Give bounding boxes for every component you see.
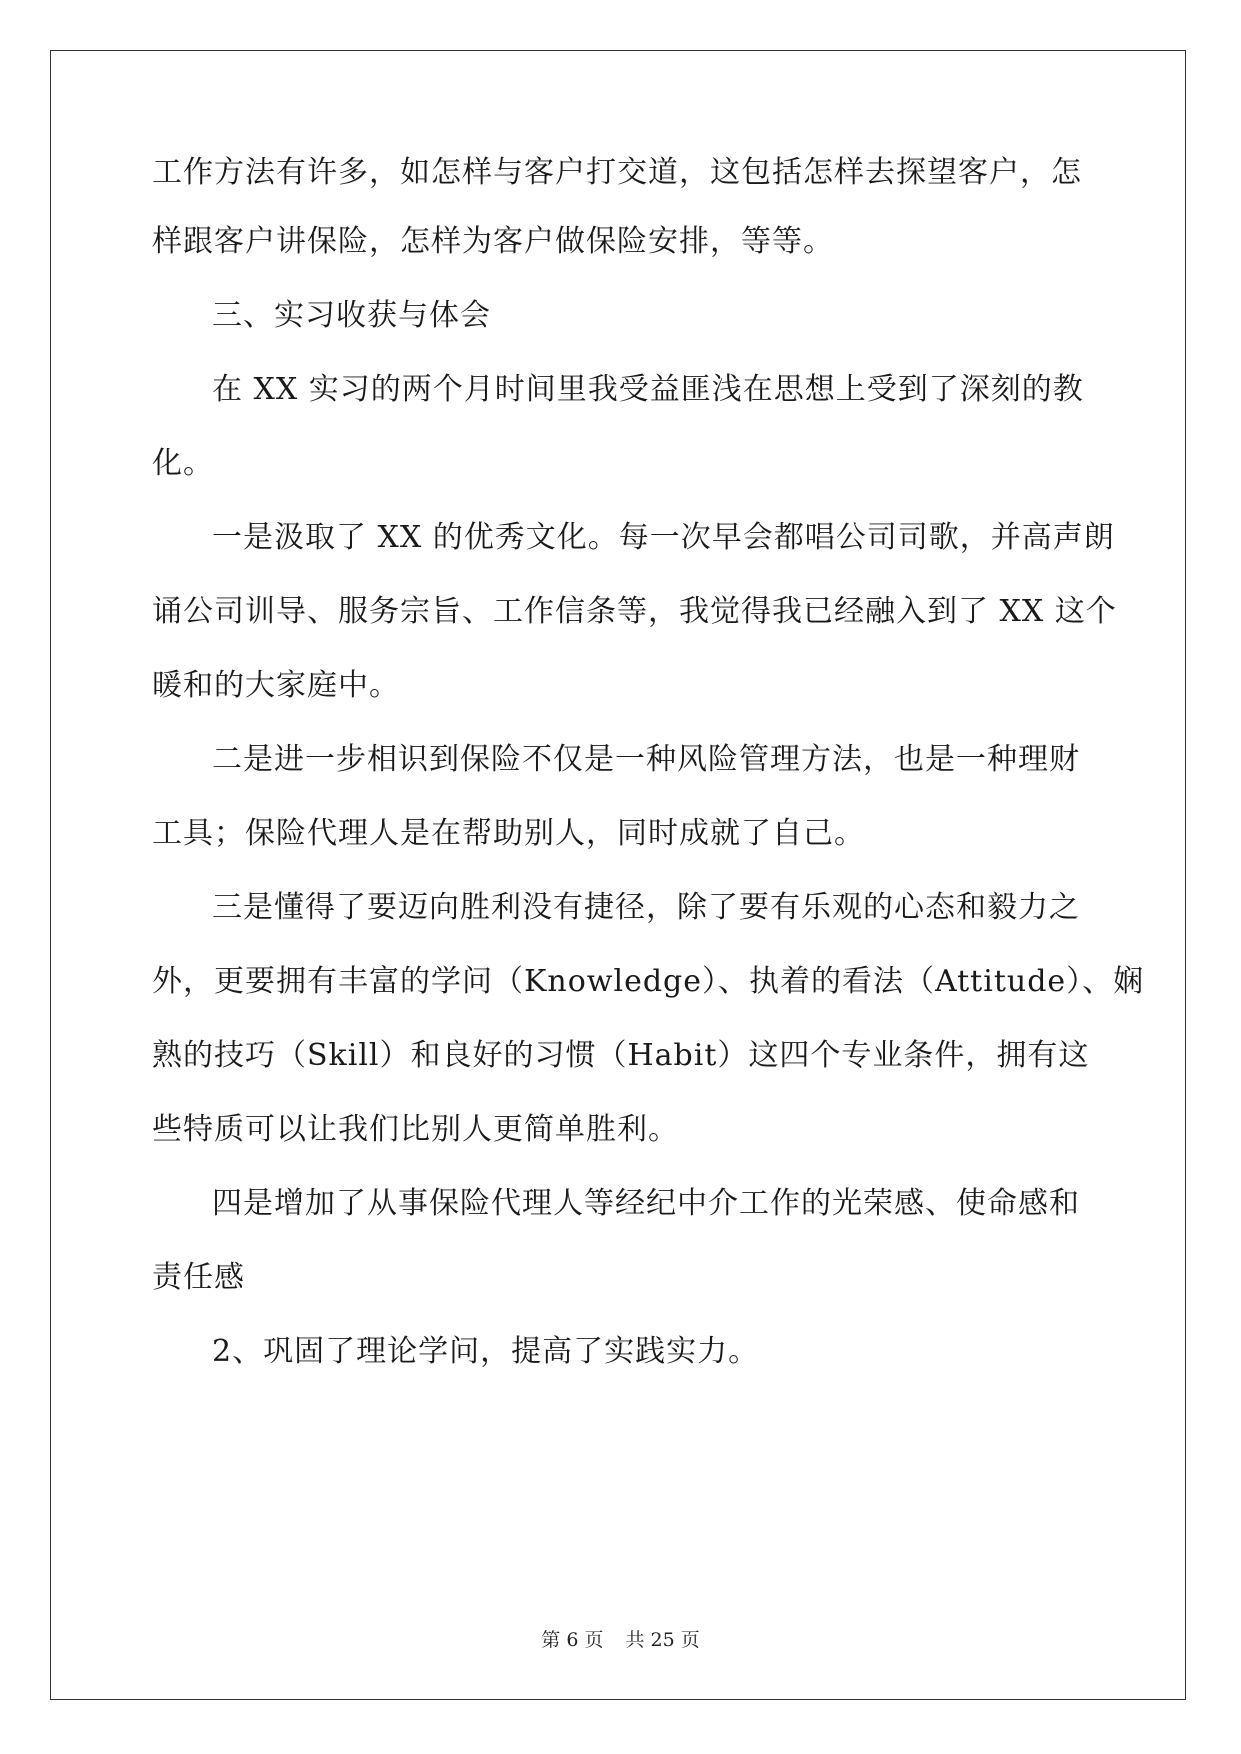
paragraph-line: 样跟客户讲保险，怎样为客户做保险安排，等等。	[152, 224, 834, 259]
paragraph-line: 二是进一步相识到保险不仅是一种风险管理方法，也是一种理财	[212, 742, 1080, 777]
paragraph-line: 一是汲取了 XX 的优秀文化。每一次早会都唱公司司歌，并高声朗	[212, 520, 1115, 555]
paragraph-line: 责任感	[152, 1260, 245, 1295]
paragraph-line: 工作方法有许多，如怎样与客户打交道，这包括怎样去探望客户，怎	[152, 155, 1082, 190]
paragraph-line: 2、巩固了理论学问，提高了实践实力。	[212, 1334, 760, 1369]
page-number-total: 共 25 页	[625, 1629, 700, 1651]
paragraph-line: 三是懂得了要迈向胜利没有捷径，除了要有乐观的心态和毅力之	[212, 890, 1080, 925]
paragraph-line: 诵公司训导、服务宗旨、工作信条等，我觉得我已经融入到了 XX 这个	[152, 594, 1117, 629]
page-number-current: 第 6 页	[541, 1629, 604, 1651]
paragraph-line: 外，更要拥有丰富的学问（Knowledge）、执着的看法（Attitude）、娴	[152, 964, 1145, 999]
section-heading: 三、实习收获与体会	[212, 298, 491, 333]
paragraph-line: 四是增加了从事保险代理人等经纪中介工作的光荣感、使命感和	[212, 1186, 1080, 1221]
paragraph-line: 熟的技巧（Skill）和良好的习惯（Habit）这四个专业条件，拥有这	[152, 1038, 1090, 1073]
page-footer	[0, 1628, 1241, 1652]
paragraph-line: 些特质可以让我们比别人更简单胜利。	[152, 1112, 679, 1147]
paragraph-line: 在 XX 实习的两个月时间里我受益匪浅在思想上受到了深刻的教	[212, 372, 1084, 407]
paragraph-line: 工具；保险代理人是在帮助别人，同时成就了自己。	[152, 816, 865, 851]
paragraph-line: 暖和的大家庭中。	[152, 668, 400, 703]
paragraph-line: 化。	[152, 446, 214, 481]
